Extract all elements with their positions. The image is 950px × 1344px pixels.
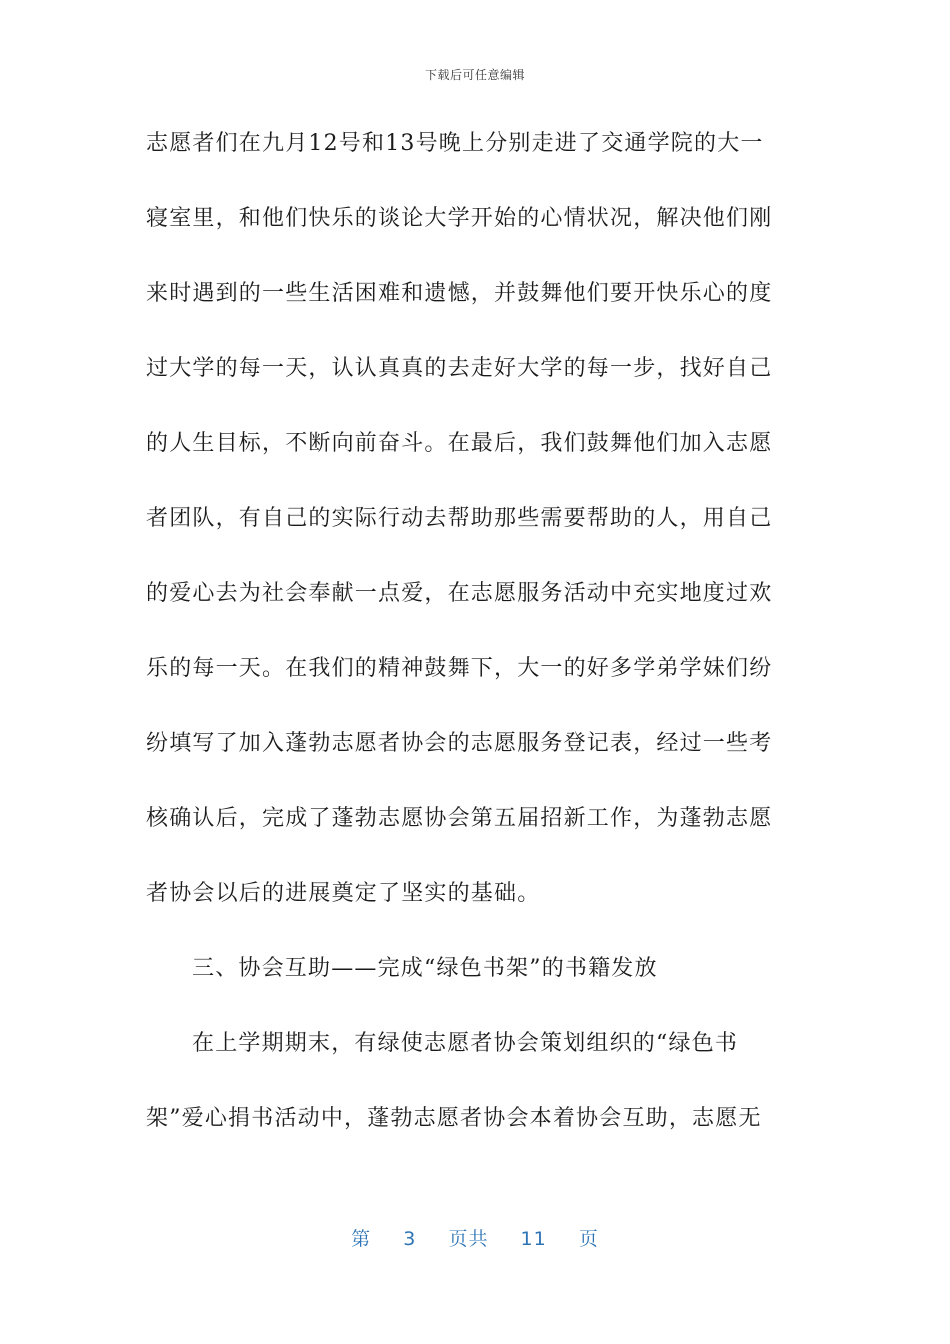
header-note: 下载后可任意编辑 — [424, 68, 525, 82]
text-line: 乐的每一天。在我们的精神鼓舞下，大一的好多学弟学妹们纷 — [146, 656, 773, 681]
text-line: 纷填写了加入蓬勃志愿者协会的志愿服务登记表，经过一些考 — [146, 731, 773, 756]
text-line: 寝室里，和他们快乐的谈论大学开始的心情状况，解决他们刚 — [146, 206, 773, 231]
text-line: 者团队，有自己的实际行动去帮助那些需要帮助的人，用自己 — [146, 506, 773, 531]
text-line: 在上学期期末，有绿使志愿者协会策划组织的“绿色书 — [192, 1031, 739, 1056]
text-line: 架”爱心捐书活动中，蓬勃志愿者协会本着协会互助，志愿无 — [146, 1106, 762, 1131]
page-number-footer — [0, 1224, 950, 1251]
section-heading: 三、协会互助——完成“绿色书架”的书籍发放 — [192, 956, 658, 981]
text-line: 者协会以后的进展奠定了坚实的基础。 — [146, 881, 541, 906]
page-middle: 页共 — [448, 1228, 489, 1250]
text-line: 过大学的每一天，认认真真的去走好大学的每一步，找好自己 — [146, 356, 773, 381]
text-line: 来时遇到的一些生活困难和遗憾，并鼓舞他们要开快乐心的度 — [146, 281, 773, 306]
page-prefix: 第 — [351, 1228, 372, 1250]
page-total: 11 — [520, 1228, 547, 1250]
page-current: 3 — [403, 1228, 417, 1250]
document-body — [146, 124, 796, 1174]
text-line: 核确认后，完成了蓬勃志愿协会第五届招新工作，为蓬勃志愿 — [146, 806, 773, 831]
page-suffix: 页 — [578, 1228, 599, 1250]
text-line: 的爱心去为社会奉献一点爱，在志愿服务活动中充实地度过欢 — [146, 581, 773, 606]
text-line: 志愿者们在九月12号和13号晚上分别走进了交通学院的大一 — [146, 131, 764, 156]
text-line: 的人生目标，不断向前奋斗。在最后，我们鼓舞他们加入志愿 — [146, 431, 773, 456]
